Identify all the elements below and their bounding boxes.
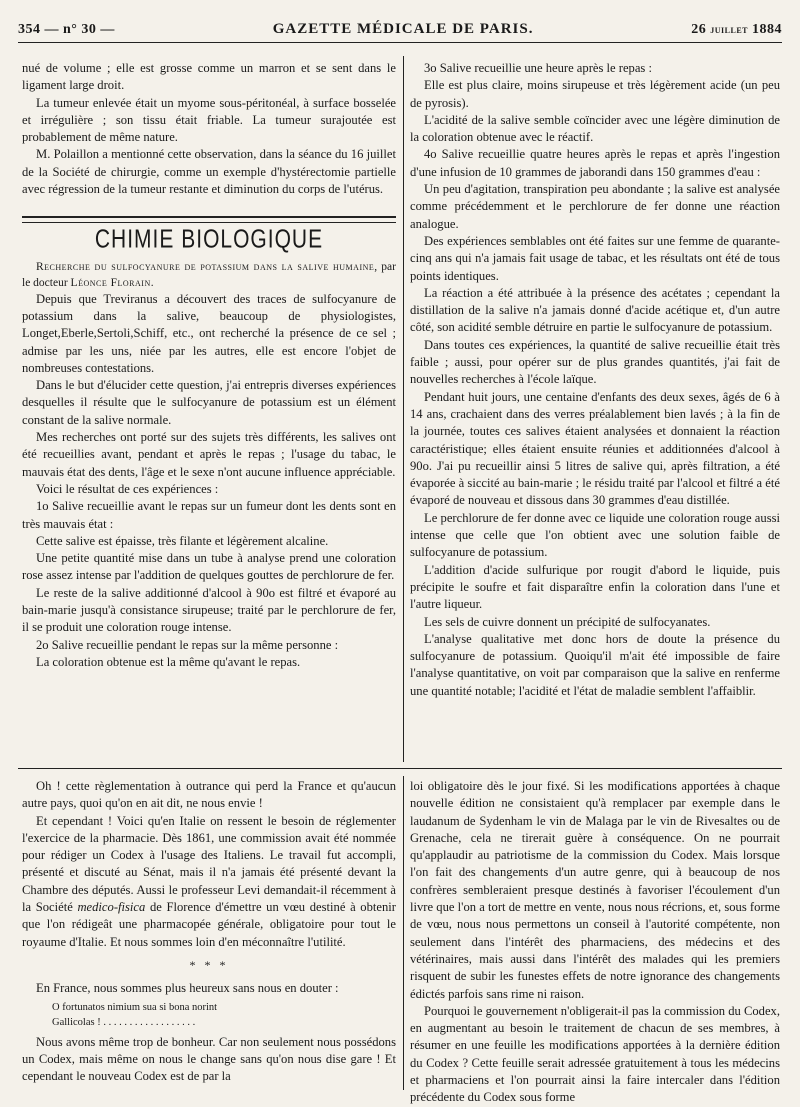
paragraph: Les sels de cuivre donnent un précipité de sulfocyanates. xyxy=(424,614,711,629)
date-year: 1884 xyxy=(751,22,782,37)
article-subtitle xyxy=(22,259,396,291)
paragraph: Voici le résultat de ces expériences : xyxy=(36,481,219,496)
paragraph-part: Et cependant ! Voici qu'en Italie on ressent le besoin de réglementer l'exercice de la pharmacie. Dès 1861, une commission avait été nommée pour rédiger un Codex à l'usage des Italiens. Le travail fut accompli, présenté et discuté au Sénat, mais il n'a jamais été présenté devant la Chambre des députés. Aussi le professeur Levi demandait-il récemment à la Société xyxy=(22,813,396,915)
paragraph: 3o Salive recueillie une heure après le repas : xyxy=(424,61,652,75)
paragraph: 2o Salive recueillie pendant le repas sur la même personne : xyxy=(36,637,339,652)
paragraph: Mes recherches ont porté sur des sujets très différents, les salives ont été recueillies avant, pendant et après le repas ; l'usage du tabac, le mauvais état des dents, l'âge et le sexe n'ont aucune influence appréciable. xyxy=(22,430,396,479)
paragraph: Cette salive est épaisse, très filante et légèrement alcaline. xyxy=(36,533,329,548)
column-bottom-left xyxy=(22,778,396,1090)
journal-title: GAZETTE MÉDICALE DE PARIS. xyxy=(272,21,534,37)
article-title: Recherche du sulfocyanure de potassium dans la salive humaine, xyxy=(36,260,378,273)
paragraph: L'acidité de la salive semble coïncider avec une légère diminution de la coloration obtenue avec le réactif. xyxy=(410,112,780,145)
paragraph: 4o Salive recueillie quatre heures après le repas et après l'ingestion d'une infusion de 10 grammes de jaborandi dans 150 grammes d'eau : xyxy=(410,147,780,179)
paragraph: Nous avons même trop de bonheur. Car non seulement nous possédons un Codex, mais même on nous le change sans qu'on nous dise gare ! Et cependant le nouveau Codex est de par la xyxy=(22,1034,396,1084)
asterism: * * * xyxy=(189,957,229,972)
double-rule xyxy=(22,216,396,223)
issue-date xyxy=(691,22,782,38)
paragraph: M. Polaillon a mentionné cette observation, dans la séance du 16 juillet de la Société de chirurgie, comme un exemple d'hystérectomie partielle avec régression de la tumeur restante et diminution du corps de l'utérus. xyxy=(22,147,396,197)
paragraph: En France, nous sommes plus heureux sans nous en douter : xyxy=(36,981,339,996)
section-title: CHIMIE BIOLOGIQUE xyxy=(94,225,324,255)
spacer xyxy=(22,198,396,216)
page-header xyxy=(18,14,782,43)
paragraph: La coloration obtenue est la même qu'avant le repas. xyxy=(36,654,301,669)
paragraph: nué de volume ; elle est grosse comme un marron et se sent dans le ligament large droit. xyxy=(22,61,396,93)
paragraph: Un peu d'agitation, transpiration peu abondante ; la salive est analysée comme précédemment et le perchlorure de fer donne une réaction analogue. xyxy=(410,182,780,231)
paragraph: 1o Salive recueillie avant le repas sur un fumeur dont les dents sont en très mauvais état : xyxy=(22,499,396,531)
paragraph: La réaction a été attribuée à la présence des acétates ; cependant la distillation de la salive n'a jamais donné d'acide acétique et, d'un autre côté, son acidité semble détruire en partie le sulfocyanure de potassium. xyxy=(410,285,780,335)
society-name: medico-fisica xyxy=(77,900,146,915)
paragraph-part: de Florence d'émettre un vœu destiné à obtenir que l'on rédigeât une pharmacopée générale, obligatoire pour tout le royaume d'Italie. Et nous sommes loin d'en méconnaître l'utilité. xyxy=(22,900,396,949)
paragraph: Pendant huit jours, une centaine d'enfants des deux sexes, âgés de 6 à 14 ans, crachaient dans des verres préalablement bien lavés ; à la fin de la journée, toutes ces salives étaient analysées et donnaient la réaction caractéristique; elles étaient ensuite réunies et additionnées d'alcool à 90o. J'ai pu recueillir ainsi 5 litres de salive qui, après filtration, a été évaporée à siccité au bain-marie ; le résidu traité par l'alcool et filtré a été évaporé de nouveau et dissous dans 30 grammes d'eau distillée. xyxy=(410,389,780,508)
paragraph: La tumeur enlevée était un myome sous-péritonéal, à surface bosselée et irrégulière ; son tissu était friable. La tumeur surajoutée est probablement de même nature. xyxy=(22,95,396,145)
column-rule-bottom xyxy=(403,776,404,1090)
paragraph: Oh ! cette règlementation à outrance qui perd la France et qu'aucun autre pays, quoi qu'on en ait dit, ne nous envie ! xyxy=(22,779,396,811)
paragraph: Elle est plus claire, moins sirupeuse et très légèrement acide (un peu de pyrosis). xyxy=(410,78,780,110)
paragraph: Pourquoi le gouvernement n'obligerait-il pas la commission du Codex, en augmentant au besoin le traitement de chacun de ses membres, à résumer en une feuille les modifications apportées à la dernière édition du Codex ? Cette feuille serait adressée gratuitement à tous les médecins et pharmaciens et l'on pourrait ainsi la faire intercaler dans l'édition précédente du Codex sous forme xyxy=(410,1003,780,1105)
paragraph: loi obligatoire dès le jour fixé. Si les modifications apportées à chaque nouvelle édition ne consistaient qu'à remplacer par exemple dans le laudanum de Sydenham le vin de Malaga par le vin de Rivesaltes ou de Grenache, cela ne tirerait guère à conséquence. On ne pourrait qu'applaudir au patriotisme de la commission du Codex. Mais lorsque l'on fait des changements d'un autre genre, qui à beaucoup de nos confrères sembleraient presque destinés à favoriser l'écoulement d'un livre que l'on a tort de mettre en vente, nous nous récrions, et, sous forme de vœu, nous nous permettons un conseil à l'autorité compétente, non seulement dans l'intérêt des pharmaciens, des médecins et des vétérinaires, mais aussi dans l'intérêt des malades qui les premiers risquent de subir les funestes effets de notre ignorance des changements édictés parfois sans rime ni raison. xyxy=(410,779,780,1001)
page-number: 354 — n° 30 — xyxy=(18,22,115,37)
paragraph: Depuis que Treviranus a découvert des traces de sulfocyanure de potassium dans la salive, beaucoup de physiologistes, Longet,Eberle,Sertoli,Schiff, etc., ont recherché la présence de ce sel ; admise par les uns, niée par les autres, elle est encore l'objet de nombreuses contestations. xyxy=(22,291,396,375)
paragraph xyxy=(22,813,396,951)
column-rule-top xyxy=(403,56,404,762)
paragraph: L'analyse qualitative met donc hors de doute la présence du sulfocyanure de potassium. Quoiqu'il m'ait été impossible de faire l'analyse quantitative, on voit par comparaison que la salive en renferme une quantité notable; l'acidité et l'état de maladie semblent l'affaiblir. xyxy=(410,631,780,698)
paragraph: Dans toutes ces expériences, la quantité de salive recueillie était très faible ; aussi, pour opérer sur de plus grandes quantités, j'ai fait de nouvelles recherches à l'école laïque. xyxy=(410,337,780,387)
quote-line: Gallicolas ! . . . . . . . . . . . . . . . . . . xyxy=(52,1016,196,1028)
date-month: juillet xyxy=(710,24,748,36)
paragraph: Dans le but d'élucider cette question, j'ai entrepris diverses expériences desquelles il résulte que le sulfocyanure de potassium est un élément constant de la salive normale. xyxy=(22,378,396,427)
author-name: Léonce Florain. xyxy=(70,276,155,289)
column-top-left xyxy=(22,60,396,760)
latin-quote xyxy=(52,1000,396,1030)
paragraph: Le reste de la salive additionné d'alcool à 90o est filtré et évaporé au bain-marie jusqu'à consistance sirupeuse; traité par le perchlorure de fer, il se produit une coloration rouge intense. xyxy=(22,585,396,635)
byline-prefix: par le docteur xyxy=(22,260,396,289)
date-day: 26 xyxy=(691,22,707,37)
paragraph: Une petite quantité mise dans un tube à analyse prend une coloration rose assez intense par l'addition de quelques gouttes de perchlorure de fer. xyxy=(22,551,396,583)
section-separator xyxy=(18,768,782,769)
paragraph: Le perchlorure de fer donne avec ce liquide une coloration rouge aussi intense que celle que l'on obtient avec une solution faible de sulfocyanure de potassium. xyxy=(410,510,780,560)
paragraph: Des expériences semblables ont été faites sur une femme de quarante-cinq ans qui n'a jamais fait usage de tabac, et les résultats ont été de tous points identiques. xyxy=(410,233,780,283)
column-top-right xyxy=(410,60,780,760)
column-bottom-right xyxy=(410,778,780,1105)
paragraph: L'addition d'acide sulfurique por rougit d'abord le liquide, puis précipite le soufre et fait disparaître enfin la coloration dans l'une et l'autre liqueur. xyxy=(410,562,780,612)
quote-line: O fortunatos nimium sua si bona norint xyxy=(52,1001,218,1013)
